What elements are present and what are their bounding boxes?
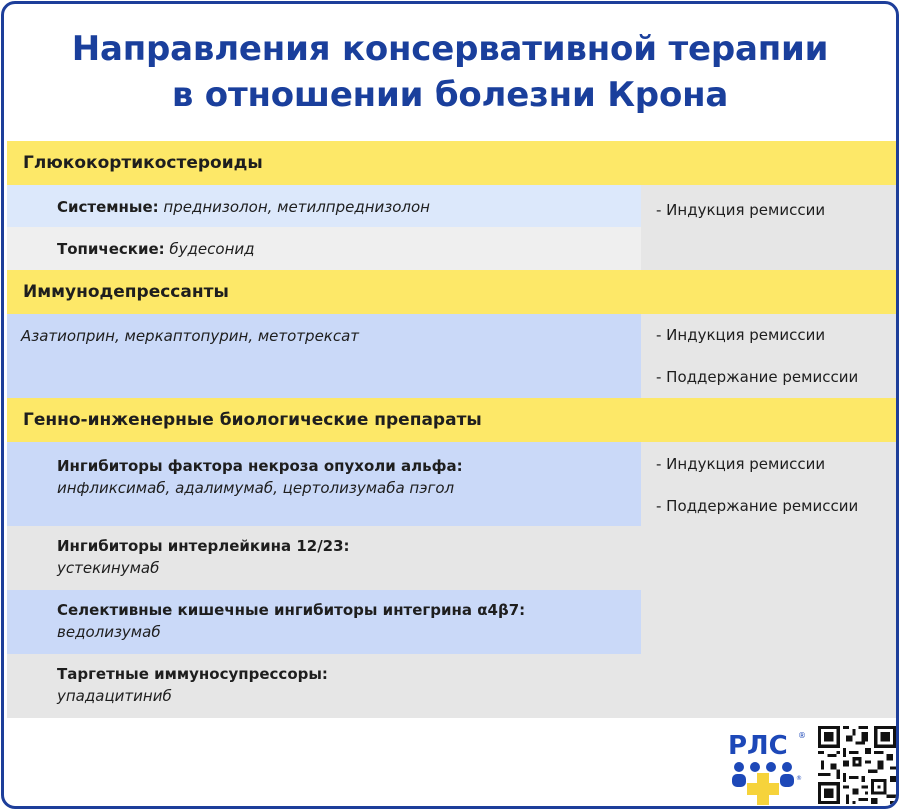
row-immunosuppressant-drugs [7, 314, 641, 398]
indication-induction: - Индукция ремиссии [656, 201, 826, 219]
section-header-immunosuppressants [7, 270, 899, 314]
immunosuppressant-drugs: Азатиоприн, меркаптопурин, метотрексат [21, 327, 360, 345]
integrin-label: Селективные кишечные ингибиторы интегрина α4β7: [57, 601, 526, 619]
integrin-drugs: ведолизумаб [57, 623, 161, 641]
infographic-frame [1, 1, 899, 809]
indication-induction: - Индукция ремиссии [656, 326, 826, 344]
logo-registered-mark: ® [798, 731, 806, 740]
il-drugs: устекинумаб [57, 559, 160, 577]
indications-gcs [641, 185, 899, 270]
page-title [4, 26, 896, 118]
indication-maintenance: - Поддержание ремиссии [656, 497, 859, 515]
row-targeted-immunosuppressors [7, 654, 641, 718]
targeted-drugs: упадацитиниб [57, 687, 172, 705]
indication-induction: - Индукция ремиссии [656, 455, 826, 473]
topical-label: Топические: [57, 240, 165, 258]
systemic-label: Системные: [57, 198, 159, 216]
svg-text:®: ® [796, 775, 802, 782]
il-label: Ингибиторы интерлейкина 12/23: [57, 537, 350, 555]
row-systemic [7, 185, 641, 227]
section-header-glucocorticosteroids [7, 141, 899, 185]
row-tnf-inhibitors [7, 442, 641, 526]
section-header-label: Иммунодепрессанты [23, 282, 229, 302]
qr-code-icon[interactable] [818, 726, 896, 804]
indications-immuno [641, 314, 899, 398]
row-il-inhibitors [7, 526, 641, 590]
systemic-drugs: преднизолон, метилпреднизолон [163, 198, 430, 216]
indication-maintenance: - Поддержание ремиссии [656, 368, 859, 386]
targeted-label: Таргетные иммуносупрессоры: [57, 665, 328, 683]
row-topical [7, 227, 641, 270]
indications-biologics [641, 442, 899, 718]
tnf-label: Ингибиторы фактора некроза опухоли альфа: [57, 457, 463, 475]
section-header-biologics [7, 398, 899, 442]
logo-text: РЛС [728, 731, 788, 761]
topical-drugs: будесонид [169, 240, 255, 258]
section-header-label: Генно-инженерные биологические препараты [23, 410, 482, 430]
title-line-2: в отношении болезни Крона [171, 75, 729, 115]
tnf-drugs: инфликсимаб, адалимумаб, цертолизумаба пэгол [57, 479, 455, 497]
rls-logo-icon[interactable] [726, 728, 806, 808]
section-header-label: Глюкокортикостероиды [23, 153, 263, 173]
title-line-1: Направления консервативной терапии [71, 29, 829, 69]
row-integrin-inhibitors [7, 590, 641, 654]
